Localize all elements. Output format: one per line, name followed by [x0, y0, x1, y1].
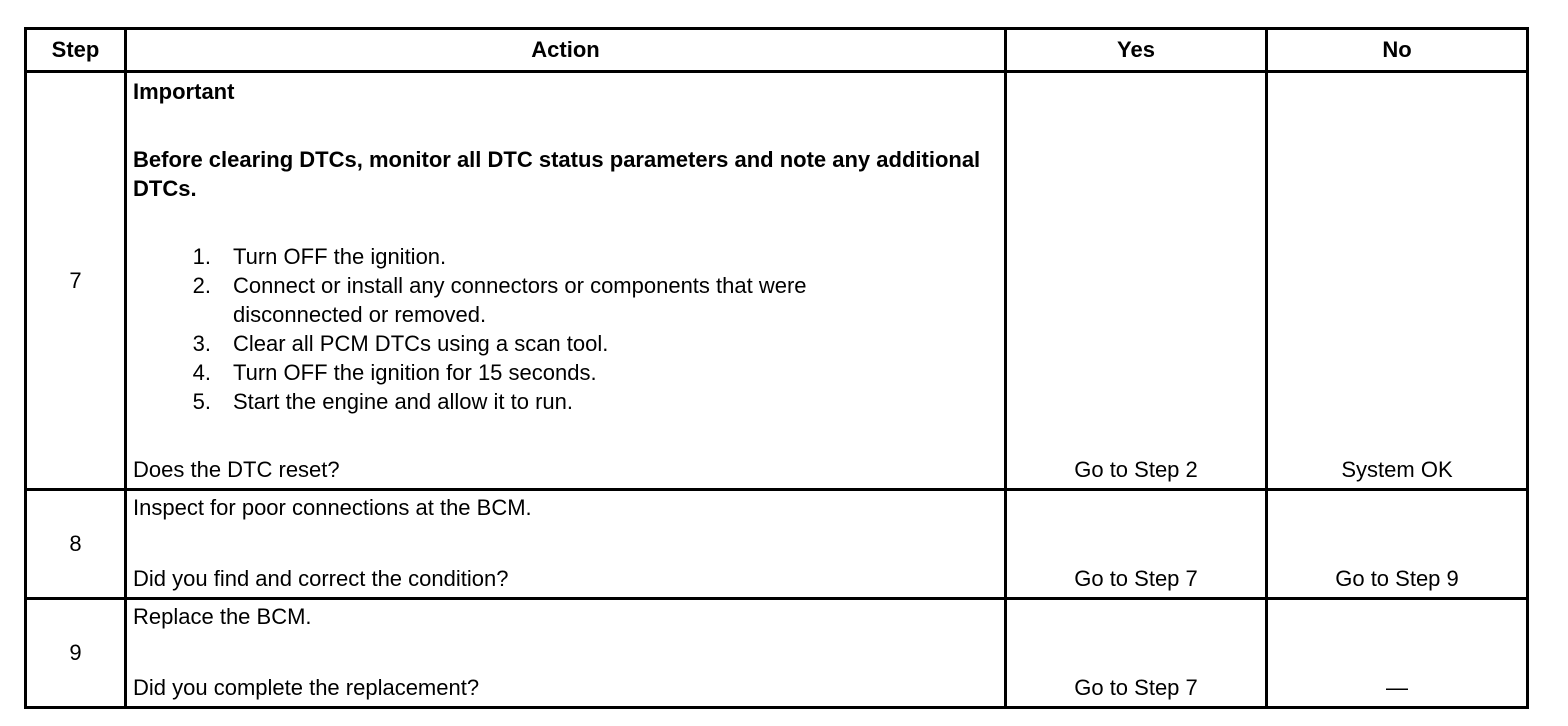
action-cell	[126, 490, 1006, 599]
header-yes: Yes	[1006, 29, 1267, 72]
important-title: Important	[133, 79, 235, 104]
action-text: Replace the BCM.	[133, 604, 312, 629]
step-number: 7	[26, 72, 126, 490]
table-row-step-7	[26, 72, 1528, 490]
question-text: Did you complete the replacement?	[133, 675, 480, 700]
header-action: Action	[126, 29, 1006, 72]
no-result: —	[1267, 599, 1528, 708]
list-item: 5. Start the engine and allow it to run.	[192, 389, 573, 414]
table-row-step-9	[26, 599, 1528, 708]
action-text: Inspect for poor connections at the BCM.	[133, 495, 532, 520]
yes-result: Go to Step 2	[1006, 72, 1267, 490]
important-text: Before clearing DTCs, monitor all DTC status parameters and note any additional DTCs.	[133, 147, 981, 201]
step-number: 9	[26, 599, 126, 708]
step-number: 8	[26, 490, 126, 599]
list-item: 1. Turn OFF the ignition.	[192, 244, 447, 269]
list-item: 2. Connect or install any connectors or components that were disconnected or removed.	[192, 273, 807, 327]
header-step: Step	[26, 29, 126, 72]
list-item: 3. Clear all PCM DTCs using a scan tool.	[192, 331, 609, 356]
question-text: Does the DTC reset?	[133, 457, 340, 482]
yes-result: Go to Step 7	[1006, 490, 1267, 599]
header-no: No	[1267, 29, 1528, 72]
no-result: System OK	[1267, 72, 1528, 490]
table-row-step-8	[26, 490, 1528, 599]
no-result: Go to Step 9	[1267, 490, 1528, 599]
diagnostic-table	[24, 27, 1529, 709]
yes-result: Go to Step 7	[1006, 599, 1267, 708]
header-row	[26, 29, 1528, 72]
action-cell	[126, 72, 1006, 490]
question-text: Did you find and correct the condition?	[133, 566, 509, 591]
procedure-list	[133, 242, 998, 416]
list-item: 4. Turn OFF the ignition for 15 seconds.	[192, 360, 597, 385]
action-cell	[126, 599, 1006, 708]
